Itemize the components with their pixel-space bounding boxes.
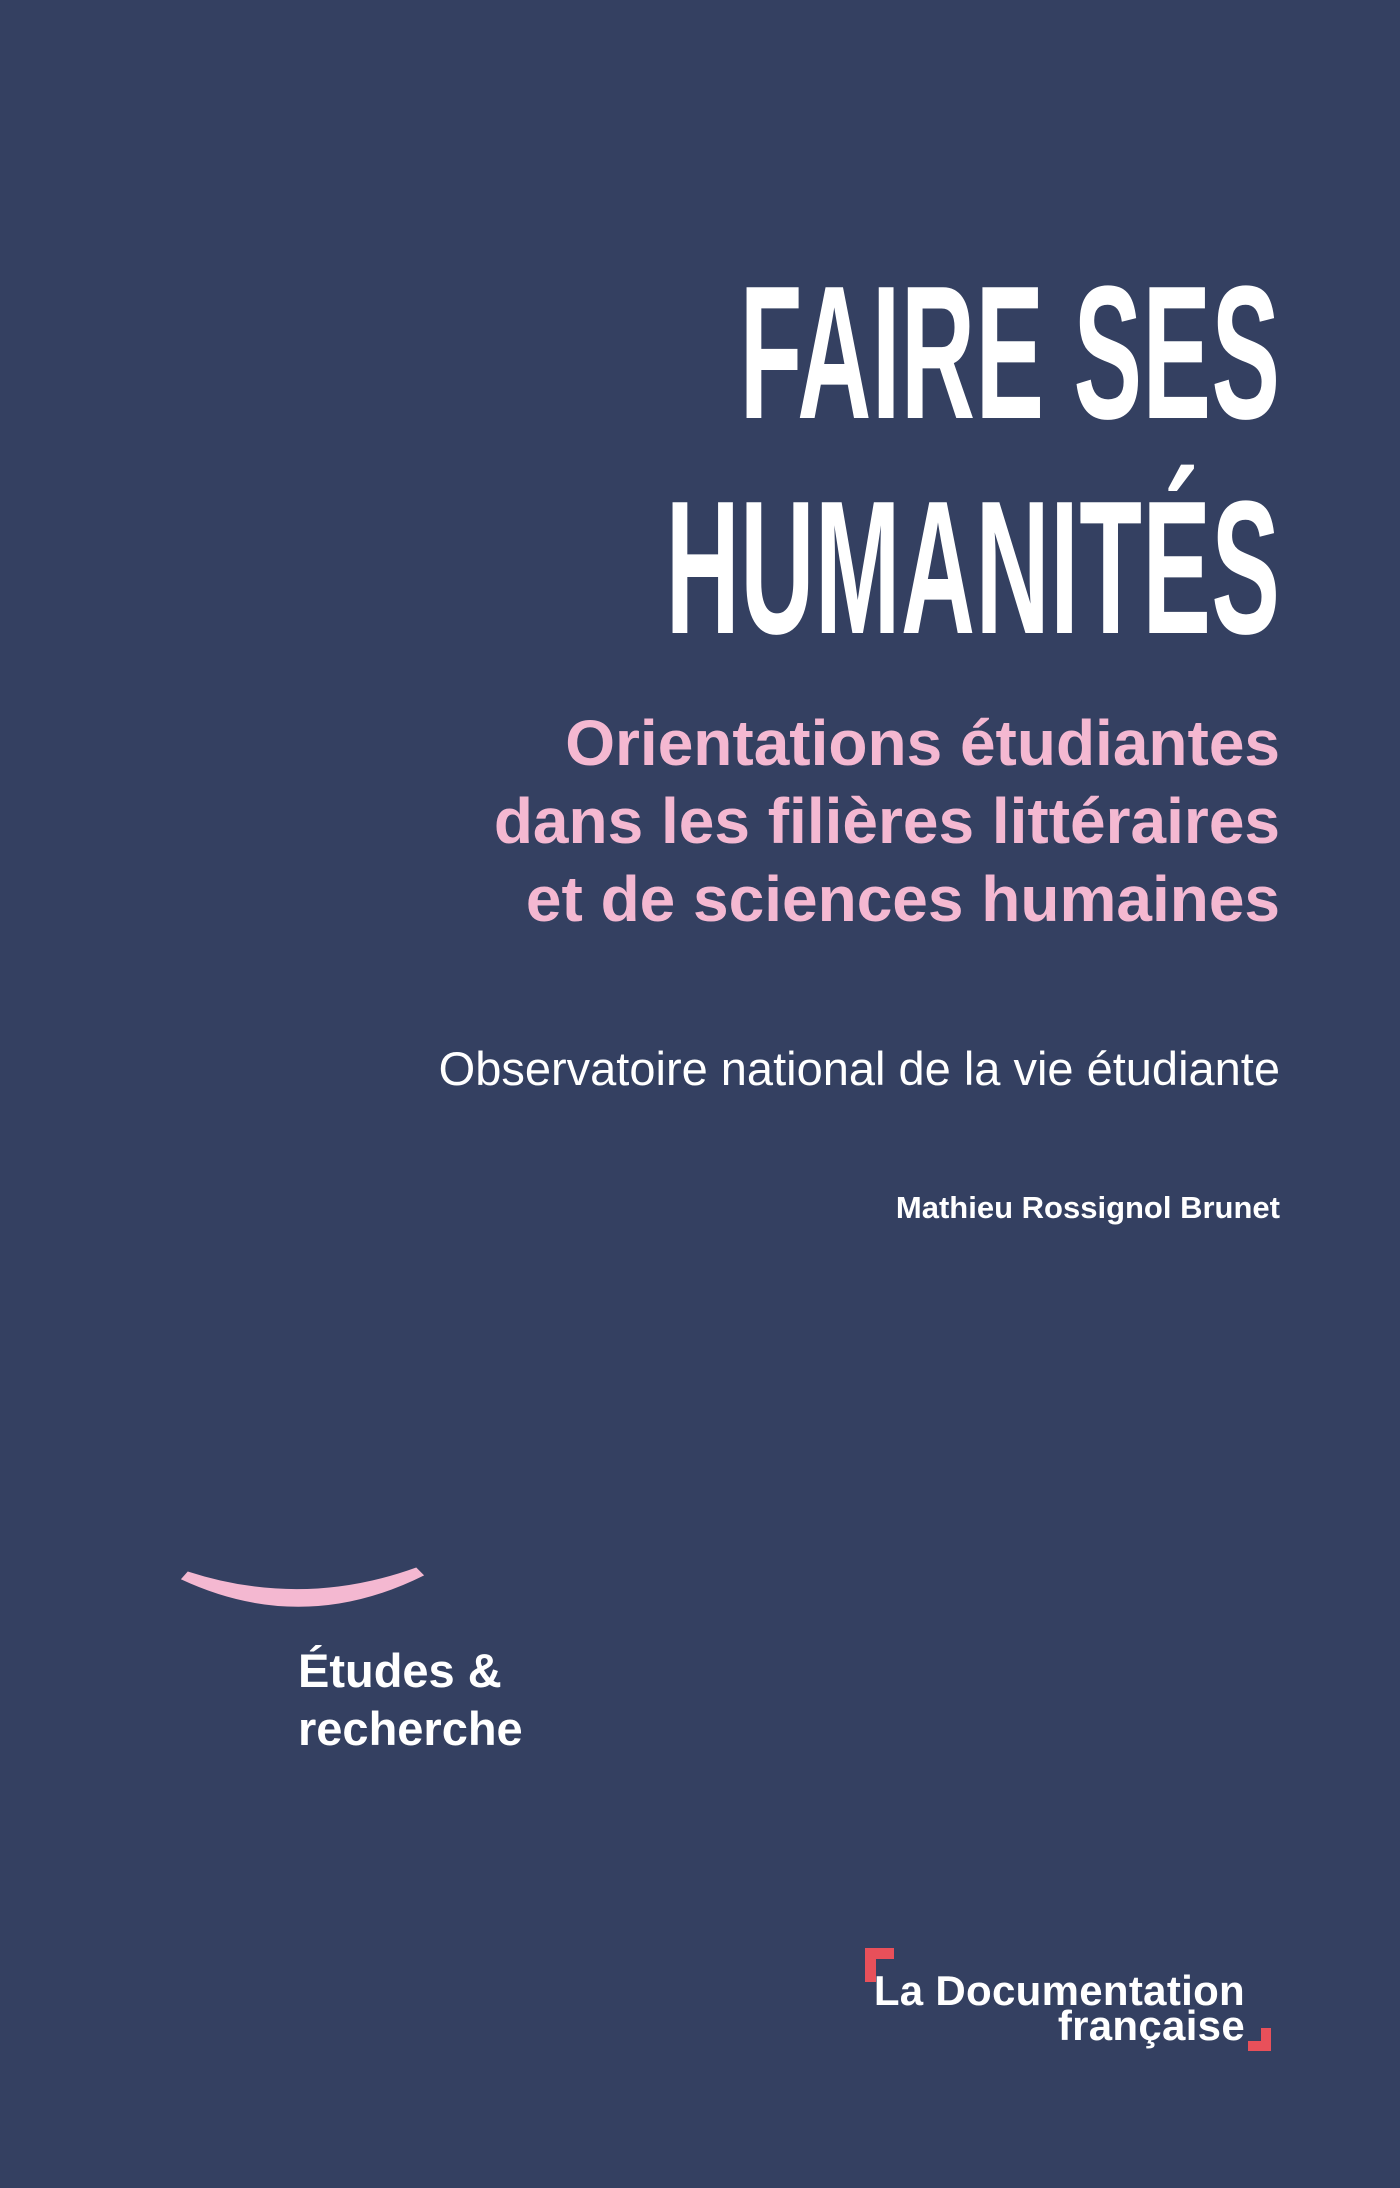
collection-name-line2: recherche (298, 1702, 523, 1755)
publisher-corner-bracket-bottom-right-icon (1248, 2028, 1271, 2051)
publisher-name (873, 1967, 1245, 2049)
collection-swoosh-icon (175, 1562, 430, 1626)
book-title-line1 (0, 246, 1280, 461)
institution-name: Observatoire national de la vie étudiante (438, 1042, 1280, 1095)
book-title-line1-text: FAIRE SES (739, 247, 1280, 459)
collection-name-line1: Études & (298, 1644, 502, 1697)
publisher-name-line1: La Documentation (873, 1967, 1245, 2014)
book-subtitle-line3: et de sciences humaines (525, 863, 1280, 935)
book-subtitle-line2: dans les filières littéraires (493, 785, 1280, 857)
publisher-name-line2: française (1057, 2002, 1245, 2049)
book-subtitle-line1: Orientations étudiantes (565, 707, 1280, 779)
book-subtitle (494, 704, 1280, 938)
book-title-line2-text: HUMANITÉS (665, 462, 1280, 674)
collection-name (298, 1642, 523, 1758)
publisher-logo (865, 1948, 1271, 2052)
author-name: Mathieu Rossignol Brunet (895, 1190, 1280, 1225)
book-title (0, 246, 1280, 676)
book-title-line2 (0, 461, 1280, 676)
